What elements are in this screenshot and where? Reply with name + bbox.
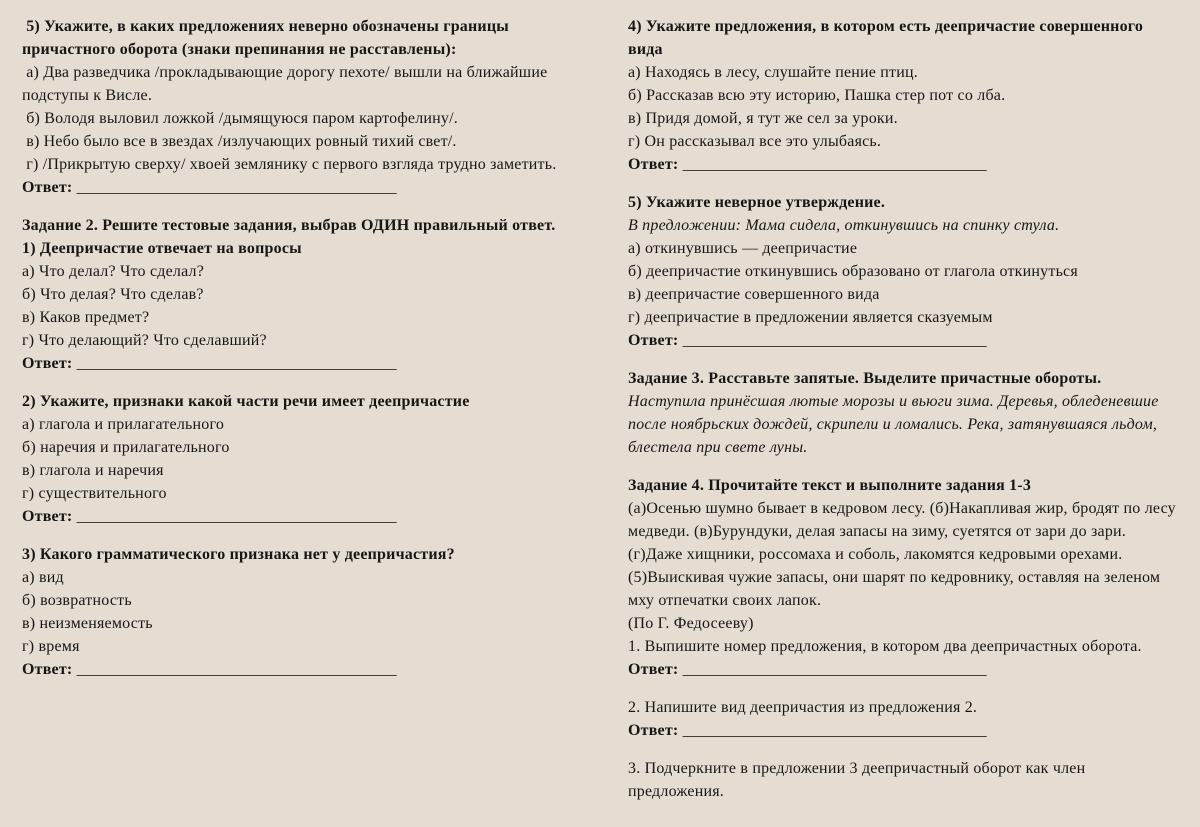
text-line: в) деепричастие совершенного вида (628, 286, 880, 303)
text-line: медведи. (в)Бурундуки, делая запасы на зиму, суетятся от зари до зари. (628, 523, 1126, 540)
right-column-block-6 (628, 757, 1168, 803)
answer-label: Ответ: (628, 722, 679, 739)
answer-blank: ________________________________________ (76, 179, 397, 196)
text-line: в) Придя домой, я тут же сел за уроки. (628, 110, 898, 127)
italic-text-line: после ноябрьских дождей, скрипели и ломались. Река, затянувшаяся льдом, (628, 416, 1158, 433)
answer-label: Ответ: (628, 661, 679, 678)
text-line: подступы к Висле. (22, 87, 153, 104)
answer-line (628, 153, 1168, 176)
italic-text-line: В предложении: Мама сидела, откинувшись на спинку стула. (628, 217, 1060, 234)
answer-line (22, 505, 562, 528)
text-line: б) Рассказав всю эту историю, Пашка стер пот со лба. (628, 87, 1006, 104)
heading-line: Задание 3. Расставьте запятые. Выделите причастные обороты. (628, 370, 1102, 387)
heading-line: 2) Укажите, признаки какой части речи имеет деепричастие (22, 393, 470, 410)
text-line: б) Володя выловил ложкой /дымящуюся паром картофелину/. (22, 110, 458, 127)
text-line: 1. Выпишите номер предложения, в котором два деепричастных оборота. (628, 638, 1142, 655)
text-line: предложения. (628, 783, 725, 800)
text-line: а) Что делал? Что сделал? (22, 263, 204, 280)
answer-blank: ______________________________________ (682, 661, 987, 678)
text-line: а) откинувшись — деепричастие (628, 240, 858, 257)
italic-text-line: блестела при свете луны. (628, 439, 808, 456)
text-line: в) Небо было все в звездах /излучающих ровный тихий свет/. (22, 133, 457, 150)
text-line: (По Г. Федосееву) (628, 615, 754, 632)
text-line: (5)Выискивая чужие запасы, они шарят по кедровнику, оставляя на зеленом (628, 569, 1161, 586)
text-line: в) Каков предмет? (22, 309, 150, 326)
text-line: г) время (22, 638, 80, 655)
text-line: г) деепричастие в предложении является сказуемым (628, 309, 993, 326)
text-line: в) неизменяемость (22, 615, 153, 632)
text-line: а) глагола и прилагательного (22, 416, 225, 433)
left-column-block-4 (22, 543, 562, 681)
text-line: б) наречия и прилагательного (22, 439, 230, 456)
right-column-block-2 (628, 191, 1168, 352)
answer-blank: ______________________________________ (682, 156, 987, 173)
text-line: а) вид (22, 569, 64, 586)
answer-blank: ________________________________________ (76, 508, 397, 525)
heading-line: Задание 2. Решите тестовые задания, выбрав ОДИН правильный ответ. (22, 217, 556, 234)
answer-line (628, 719, 1168, 742)
answer-line (22, 352, 562, 375)
text-line: а) Находясь в лесу, слушайте пение птиц. (628, 64, 918, 81)
answer-label: Ответ: (22, 508, 73, 525)
answer-blank: ________________________________________ (76, 355, 397, 372)
text-line: 3. Подчеркните в предложении 3 деепричастный оборот как член (628, 760, 1086, 777)
text-line: а) Два разведчика /прокладывающие дорогу пехоте/ вышли на ближайшие (22, 64, 548, 81)
answer-label: Ответ: (628, 332, 679, 349)
answer-blank: ________________________________________ (76, 661, 397, 678)
answer-label: Ответ: (22, 179, 73, 196)
heading-line: Задание 4. Прочитайте текст и выполните задания 1-3 (628, 477, 1032, 494)
answer-line (22, 176, 562, 199)
text-line: 2. Напишите вид деепричастия из предложения 2. (628, 699, 978, 716)
text-line: б) возвратность (22, 592, 132, 609)
heading-line: 1) Деепричастие отвечает на вопросы (22, 240, 302, 257)
text-line: (а)Осенью шумно бывает в кедровом лесу. (б)Накапливая жир, бродят по лесу (628, 500, 1176, 517)
answer-label: Ответ: (22, 661, 73, 678)
text-line: б) Что делая? Что сделав? (22, 286, 204, 303)
right-column-block-4 (628, 474, 1176, 681)
right-column-block-1 (628, 15, 1168, 176)
text-line: мху отпечатки своих лапок. (628, 592, 822, 609)
text-line: (г)Даже хищники, россомаха и соболь, лакомятся кедровыми орехами. (628, 546, 1123, 563)
right-column (628, 15, 1176, 827)
right-column-block-5 (628, 696, 1168, 742)
text-line: г) /Прикрытую сверху/ хвоей землянику с первого взгляда трудно заметить. (22, 156, 557, 173)
text-line: б) деепричастие откинувшись образовано от глагола откинуться (628, 263, 1078, 280)
heading-line: 5) Укажите, в каких предложениях неверно обозначены границы (22, 18, 509, 35)
text-line: г) существительного (22, 485, 167, 502)
text-line: г) Он рассказывал все это улыбаясь. (628, 133, 882, 150)
left-column-block-2 (22, 214, 562, 375)
answer-line (628, 329, 1168, 352)
right-column-block-3 (628, 367, 1168, 459)
answer-line (628, 658, 1168, 681)
answer-line (22, 658, 562, 681)
answer-label: Ответ: (22, 355, 73, 372)
heading-line: вида (628, 41, 663, 58)
left-column-block-1 (22, 15, 562, 199)
answer-blank: ______________________________________ (682, 332, 987, 349)
text-line: г) Что делающий? Что сделавший? (22, 332, 267, 349)
left-column (22, 15, 562, 827)
answer-label: Ответ: (628, 156, 679, 173)
heading-line: 4) Укажите предложения, в котором есть деепричастие совершенного (628, 18, 1144, 35)
text-line: в) глагола и наречия (22, 462, 164, 479)
heading-line: причастного оборота (знаки препинания не расставлены): (22, 41, 457, 58)
heading-line: 5) Укажите неверное утверждение. (628, 194, 886, 211)
left-column-block-3 (22, 390, 562, 528)
heading-line: 3) Какого грамматического признака нет у деепричастия? (22, 546, 455, 563)
answer-blank: ______________________________________ (682, 722, 987, 739)
italic-text-line: Наступила принёсшая лютые морозы и вьюги зима. Деревья, обледеневшие (628, 393, 1159, 410)
